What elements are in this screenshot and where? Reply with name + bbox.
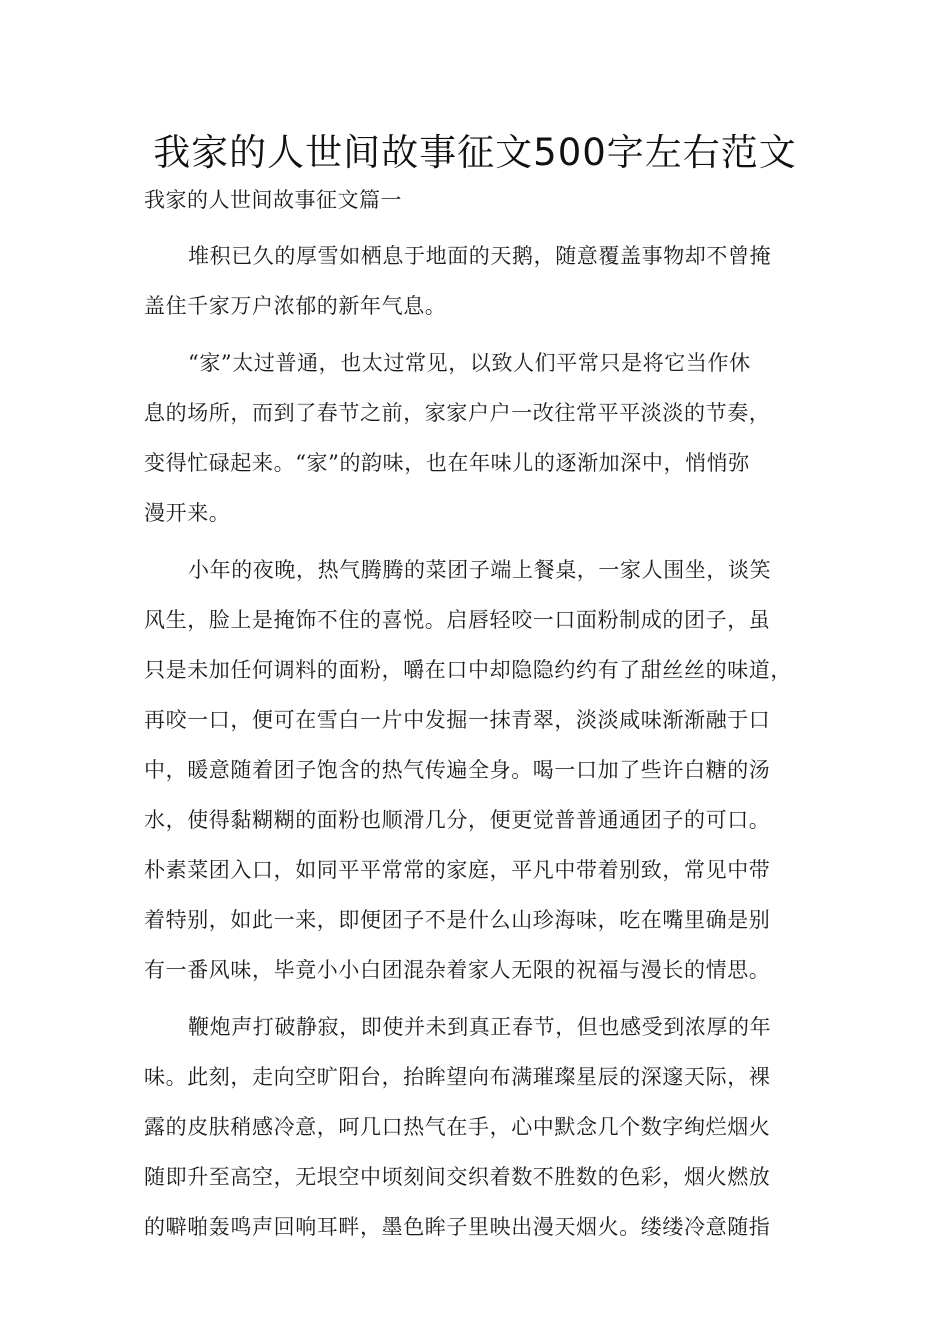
- document-body: [144, 180, 826, 1252]
- text-line: 鞭炮声打破静寂，即使并未到真正春节，但也感受到浓厚的年: [188, 1015, 772, 1039]
- text-line: 中，暖意随着团子饱含的热气传遍全身。喝一口加了些许白糖的汤: [144, 758, 771, 782]
- text-line: “家”太过普通，也太过常见，以致人们平常只是将它当作休: [188, 351, 751, 375]
- text-line: 味。此刻，走向空旷阳台，抬眸望向布满璀璨星辰的深邃天际，裸: [144, 1065, 771, 1089]
- text-line: 只是未加任何调料的面粉，嚼在口中却隐隐约约有了甜丝丝的味道，: [144, 658, 792, 682]
- text-line: 的噼啪轰鸣声回响耳畔，墨色眸子里映出漫天烟火。缕缕冷意随指: [144, 1215, 771, 1239]
- paragraph-2: [144, 338, 826, 538]
- text-line: 着特别，如此一来，即便团子不是什么山珍海味，吃在嘴里确是别: [144, 908, 771, 932]
- text-line: 朴素菜团入口，如同平平常常的家庭，平凡中带着别致，常见中带: [144, 858, 771, 882]
- text-line: 堆积已久的厚雪如栖息于地面的天鹅，随意覆盖事物却不曾掩: [188, 244, 772, 268]
- text-line: 漫开来。: [144, 501, 231, 525]
- text-line: 随即升至高空，无垠空中顷刻间交织着数不胜数的色彩，烟火燃放: [144, 1165, 771, 1189]
- text-line: 露的皮肤稍感冷意，呵几口热气在手，心中默念几个数字绚烂烟火: [144, 1115, 771, 1139]
- document-title: 我家的人世间故事征文500字左右范文: [153, 131, 797, 174]
- text-line: 水，使得黏糊糊的面粉也顺滑几分，便更觉普普通通团子的可口。: [144, 808, 771, 832]
- text-line: 再咬一口，便可在雪白一片中发掘一抹青翠，淡淡咸味渐渐融于口: [144, 708, 771, 732]
- paragraph-1: [144, 231, 826, 331]
- text-line: 小年的夜晚，热气腾腾的菜团子端上餐桌，一家人围坐，谈笑: [188, 558, 772, 582]
- text-line: 盖住千家万户浓郁的新年气息。: [144, 294, 447, 318]
- text-line: 风生，脸上是掩饰不住的喜悦。启唇轻咬一口面粉制成的团子，虽: [144, 608, 771, 632]
- text-line: 变得忙碌起来。“家”的韵味，也在年味儿的逐渐加深中，悄悄弥: [144, 451, 750, 475]
- section-heading: 我家的人世间故事征文篇一: [144, 188, 402, 212]
- paragraph-3: [144, 545, 826, 995]
- paragraph-4: [144, 1002, 826, 1252]
- text-line: 息的场所，而到了春节之前，家家户户一改往常平平淡淡的节奏，: [144, 401, 771, 425]
- text-line: 有一番风味，毕竟小小白团混杂着家人无限的祝福与漫长的情思。: [144, 958, 771, 982]
